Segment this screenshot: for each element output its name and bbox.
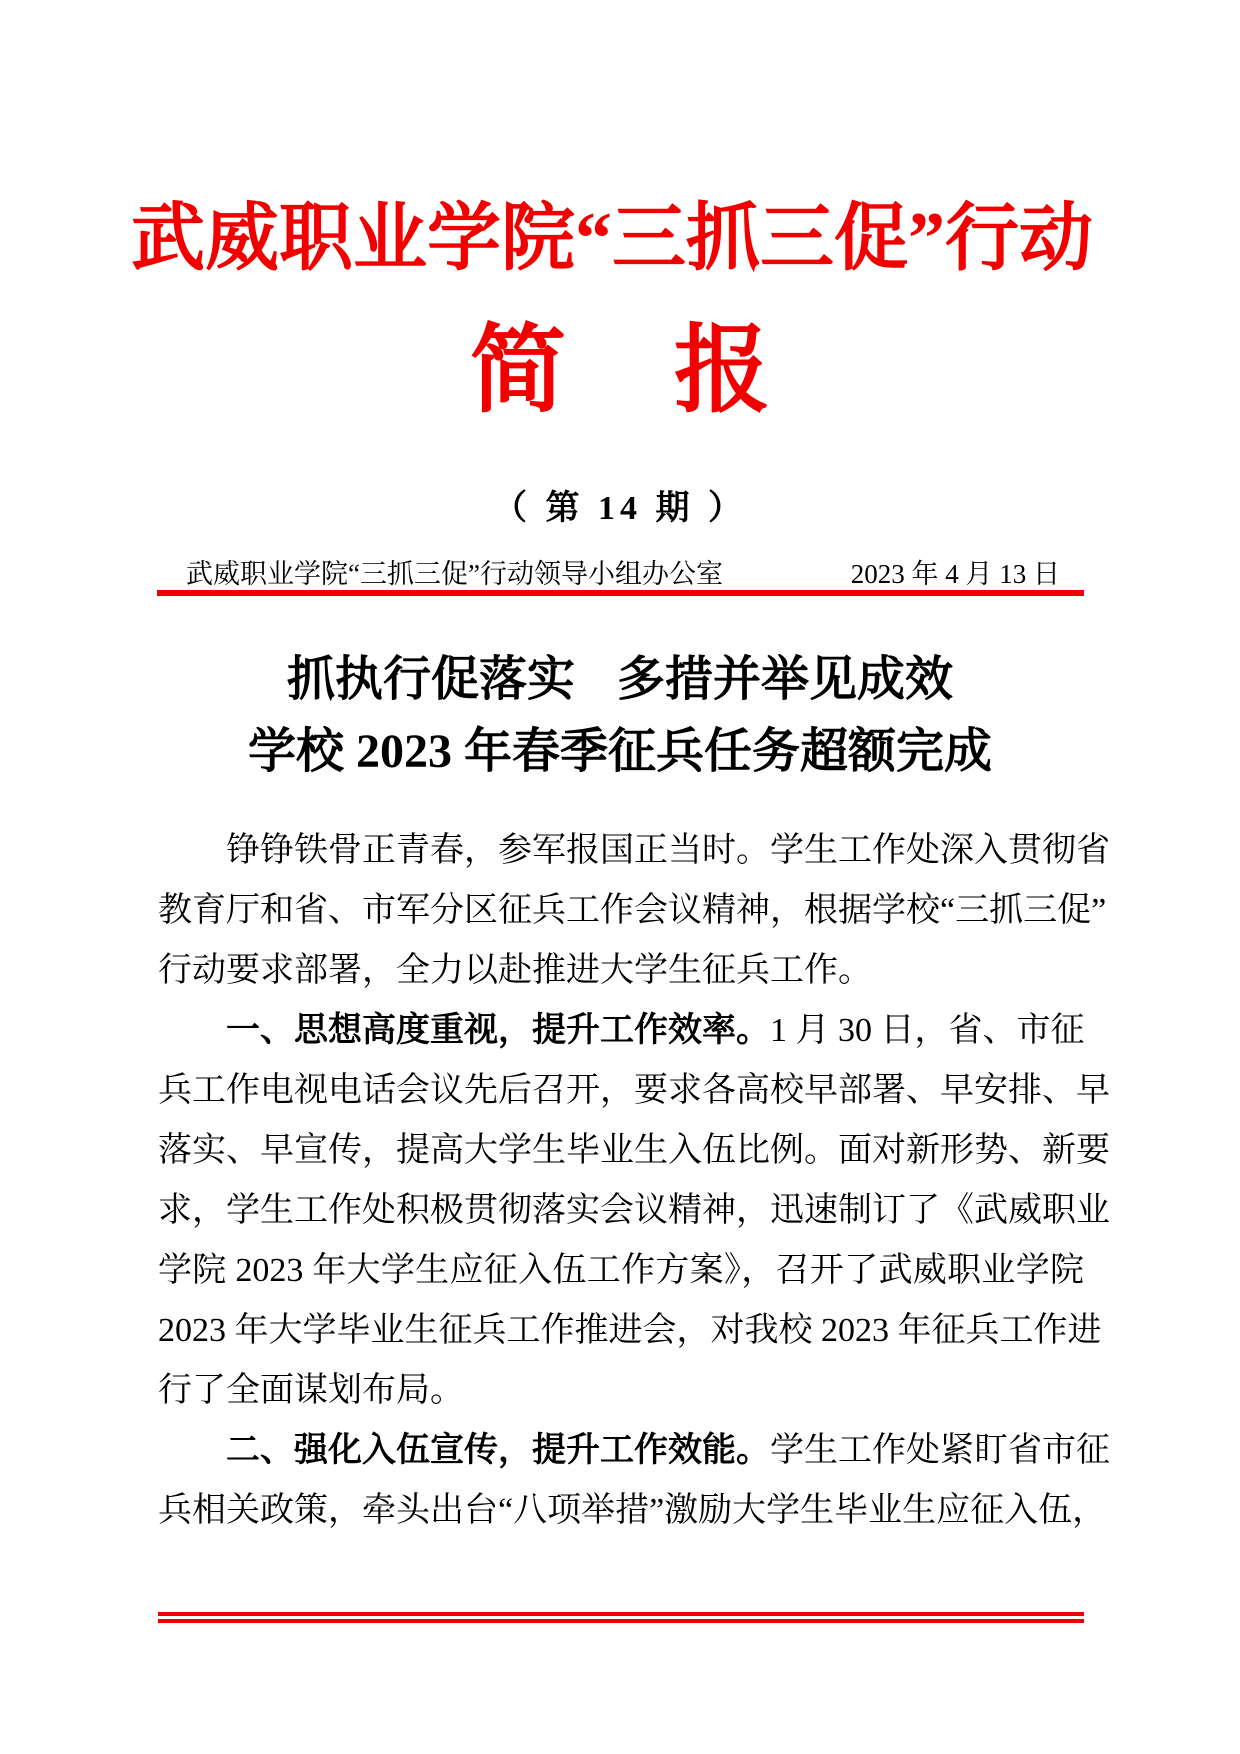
body-line	[158, 1180, 1110, 1240]
body-line	[158, 1120, 1110, 1180]
body-line	[158, 1240, 1084, 1300]
footer-double-rule	[158, 1612, 1084, 1623]
line-text: 落实、早宣传，提高大学生毕业生入伍比例。面对新形势、新要	[158, 1132, 1110, 1169]
line-text: 兵工作电视电话会议先后召开，要求各高校早部署、早安排、早	[158, 1072, 1110, 1109]
body-line	[158, 820, 1110, 880]
article-headline-line1	[0, 640, 1240, 709]
body-line	[158, 1480, 1107, 1540]
body-line	[158, 1000, 1084, 1060]
subtitle-char-bao: 报	[674, 317, 770, 424]
subtitle-char-jian: 简	[470, 317, 566, 424]
body-line	[158, 940, 1084, 1000]
masthead-red-rule	[157, 590, 1084, 596]
masthead-title: 武威职业学院“三抓三促”行动	[131, 198, 1093, 280]
line-text: 教育厅和省、市军分区征兵工作会议精神，根据学校“三抓三促”	[158, 892, 1107, 929]
line-text: 行动要求部署，全力以赴推进大学生征兵工作。	[158, 952, 872, 989]
line-text: 兵相关政策，牵头出台“八项举措”激励大学生毕业生应征入伍，	[158, 1492, 1107, 1529]
headline-segment-left: 抓执行促落实	[286, 653, 575, 706]
body-line	[158, 1360, 1084, 1420]
headline-segment-right: 多措并举见成效	[617, 653, 954, 706]
masthead-meta-row	[158, 552, 1084, 591]
bold-lead: 二、强化入伍宣传，提升工作效能。	[226, 1431, 770, 1469]
body-line	[158, 1300, 1102, 1360]
masthead-subtitle	[0, 318, 1240, 424]
issue-number: （ 第 14 期 ）	[493, 490, 747, 527]
line-text: 2023 年大学毕业生征兵工作推进会，对我校 2023 年征兵工作进	[158, 1312, 1102, 1349]
body-line	[158, 1060, 1110, 1120]
line-text: 学生工作处紧盯省市征	[770, 1432, 1110, 1469]
line-text: 1 月 30 日，省、市征	[770, 1012, 1085, 1049]
line-text: 铮铮铁骨正青春，参军报国正当时。学生工作处深入贯彻省	[226, 832, 1110, 869]
line-text: 学院 2023 年大学生应征入伍工作方案》，召开了武威职业学院	[158, 1252, 1084, 1289]
issue-date: 2023 年 4 月 13 日	[850, 559, 1060, 589]
bold-lead: 一、思想高度重视，提升工作效率。	[226, 1011, 770, 1049]
article-headline-line2: 学校 2023 年春季征兵任务超额完成	[247, 725, 992, 778]
line-text: 行了全面谋划布局。	[158, 1372, 464, 1409]
issuing-office: 武威职业学院“三抓三促”行动领导小组办公室	[186, 559, 723, 589]
body-line	[158, 880, 1107, 940]
body-line	[158, 1420, 1110, 1480]
article-body	[158, 820, 1110, 1540]
line-text: 求，学生工作处积极贯彻落实会议精神，迅速制订了《武威职业	[158, 1192, 1110, 1229]
